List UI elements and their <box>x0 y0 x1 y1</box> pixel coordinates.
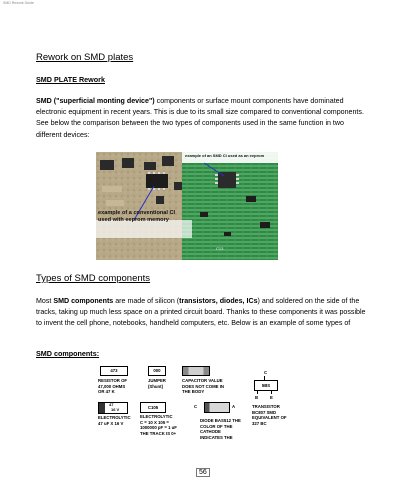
intro-paragraph <box>36 96 366 141</box>
conventional-caption-line2: used with eeprom memory <box>98 217 169 223</box>
resistor-desc-3: OR 47 K <box>98 389 115 394</box>
section-title: Rework on SMD plates <box>36 52 134 63</box>
transistor-desc-2: BC807 SMD <box>252 409 277 415</box>
page-number: 56 <box>196 468 210 477</box>
jumper-chip: 000 <box>148 366 166 376</box>
resistor-desc-1: RESISTOR OF <box>98 378 128 383</box>
capacitor-chip <box>182 366 210 376</box>
smd-board <box>182 152 278 260</box>
jumper-desc <box>148 378 166 389</box>
transistor-pin-c: C <box>264 370 268 375</box>
resistor-desc <box>98 378 127 395</box>
capacitor-desc-3: THE BODY <box>182 389 205 394</box>
electrolytic-2-desc-3: 1000000 pF = 1 uF <box>140 425 177 430</box>
conventional-caption-line1: example of a conventional CI <box>98 210 176 216</box>
resistor-desc-2: 47,000 OHMS <box>98 383 126 389</box>
diode-desc-4: INDICATES THE <box>200 434 233 440</box>
diode-chip <box>204 402 230 413</box>
diode-desc-2: COLOR OF THE <box>200 423 233 429</box>
header-meta: SMD Rework Guide <box>3 1 34 5</box>
diode-desc <box>200 418 241 440</box>
diode-desc-3: CATHODE <box>200 429 221 434</box>
smd-caption: example of an SMD CI used as an eeprom <box>185 153 265 158</box>
transistor-leg-e <box>271 390 272 394</box>
capacitor-desc-2: DOES NOT COME IN <box>182 383 225 389</box>
diode-pin-c: C <box>194 404 198 409</box>
transistor-desc-3: EQUIVALENT OF <box>252 415 287 420</box>
transistor-pin-e: E <box>270 395 273 400</box>
types-text-c: are made of silicon ( <box>113 297 180 305</box>
conventional-caption <box>98 210 175 224</box>
transistor-desc-4: 327 BC <box>252 420 267 426</box>
section-title-types: Types of SMD components <box>36 273 151 284</box>
types-paragraph <box>36 296 366 330</box>
electrolytic-1-chip <box>98 402 128 414</box>
comparison-photos <box>96 152 278 260</box>
diode-desc-1: DIODE BAS512 THE <box>200 418 241 423</box>
smd-term: SMD ("superficial monting device") <box>36 97 155 105</box>
capacitor-desc <box>182 378 224 395</box>
electrolytic-2-desc-4: THE TRACK IS 0+ <box>140 430 177 436</box>
electrolytic-2-desc-1: ELECTROLYTIC <box>140 414 173 419</box>
electrolytic-1-marking-top: 47 <box>109 402 114 407</box>
electrolytic-1-stripe <box>99 403 105 413</box>
pcb-photo-illustration <box>96 152 278 260</box>
electrolytic-1-desc-2: 47 uF X 16 V <box>98 420 124 426</box>
transistor-leg-b <box>257 390 258 394</box>
jumper-desc-1: JUMPER <box>148 378 166 383</box>
electrolytic-2-desc <box>140 414 177 436</box>
components-heading: SMD components: <box>36 349 100 358</box>
resistor-chip: 473 <box>100 366 128 376</box>
types-text-b: SMD components <box>53 297 114 305</box>
types-text-e: ) and soldered on the side of the tracks, taking up much less space on a printed circuit board. Thanks to these components it was possible to invent the cell phone, notebooks, handheld computers, etc. Below is an example of some types of <box>36 297 366 328</box>
jumper-desc-2: (Shunt) <box>148 383 164 389</box>
components-diagram <box>96 364 306 464</box>
electrolytic-1-desc-1: ELECTROLYTIC <box>98 415 131 420</box>
transistor-desc <box>252 404 287 426</box>
section-subtitle: SMD PLATE Rework <box>36 75 105 84</box>
electrolytic-2-desc-2: C = 10 X 105 = <box>140 419 169 425</box>
transistor-chip: 5BS <box>254 380 278 391</box>
conventional-ic <box>146 174 168 188</box>
capacitor-desc-1: CAPACITOR VALUE <box>182 378 223 383</box>
transistor-pin-b: B <box>255 395 259 400</box>
types-text-d: transistors, diodes, ICs <box>179 297 258 305</box>
intro-text: components or surface mount components have dominated electronic equipment in recent years. This is due to its small size compared to conventional components. See below the comparison between the two types of components used in the same function in two different devices: <box>36 97 364 139</box>
transistor-desc-1: TRANSISTOR <box>252 404 280 409</box>
types-text-a: Most <box>36 297 54 305</box>
diode-pin-a: A <box>232 404 236 409</box>
electrolytic-1-marking-bottom: 16 V <box>111 407 120 412</box>
board-label: C13 <box>216 246 224 251</box>
electrolytic-2-chip: C105 <box>140 402 166 413</box>
electrolytic-1-desc <box>98 415 131 426</box>
